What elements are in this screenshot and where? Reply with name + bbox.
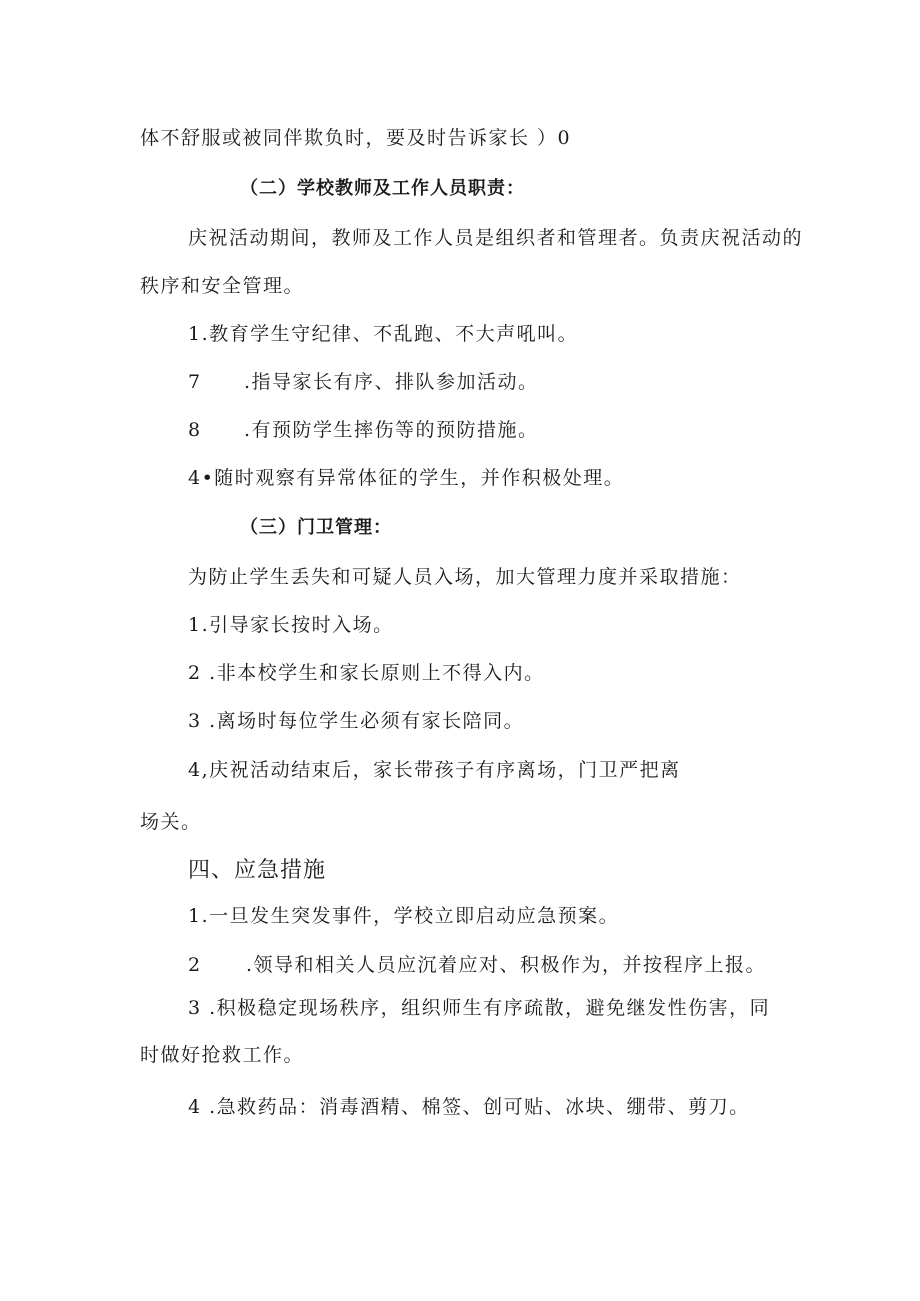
list-item: 2 .非本校学生和家长原则上不得入内。: [188, 662, 545, 684]
list-item: 4 .急救药品：消毒酒精、棉签、创可贴、冰块、绷带、剪刀。: [188, 1096, 750, 1118]
paragraph-line: 场关。: [140, 811, 202, 833]
list-item: 1.教育学生守纪律、不乱跑、不大声吼叫。: [188, 323, 579, 345]
list-item: [188, 953, 766, 977]
list-item: 4•随时观察有异常体征的学生，并作积极处理。: [188, 467, 625, 489]
list-item-text: .领导和相关人员应沉着应对、积极作为，并按程序上报。: [246, 954, 767, 976]
list-item-number: 7: [188, 371, 202, 393]
list-item-text: .指导家长有序、排队参加活动。: [244, 371, 539, 393]
list-item: 3 .离场时每位学生必须有家长陪同。: [188, 710, 525, 732]
section-heading-emergency-measures: 四、应急措施: [188, 858, 327, 883]
list-item: 3 .积极稳定现场秩序，组织师生有序疏散，避免继发性伤害，同: [188, 997, 771, 1019]
list-item: 1.一旦发生突发事件，学校立即启动应急预案。: [188, 905, 620, 927]
list-item-number: 8: [188, 419, 202, 441]
list-item-text: .有预防学生摔伤等的预防措施。: [244, 419, 539, 441]
paragraph-line: 为防止学生丢失和可疑人员入场，加大管理力度并采取措施：: [188, 566, 742, 588]
section-heading-gate-management: （三）门卫管理：: [240, 517, 392, 538]
list-item: [188, 370, 539, 394]
paragraph-line: 庆祝活动期间，教师及工作人员是组织者和管理者。负责庆祝活动的: [188, 227, 804, 249]
list-item: [188, 418, 539, 442]
list-item-number: 2: [188, 954, 202, 976]
section-heading-staff-duties: （二）学校教师及工作人员职责：: [240, 178, 525, 199]
paragraph-line: 体不舒服或被同伴欺负时，要及时告诉家长 ）0: [140, 127, 572, 149]
paragraph-line: 时做好抢救工作。: [140, 1044, 305, 1066]
list-item: 1.引导家长按时入场。: [188, 614, 394, 636]
list-item: 4,庆祝活动结束后，家长带孩子有序离场，门卫严把离: [188, 759, 681, 781]
paragraph-line: 秩序和安全管理。: [140, 275, 305, 297]
